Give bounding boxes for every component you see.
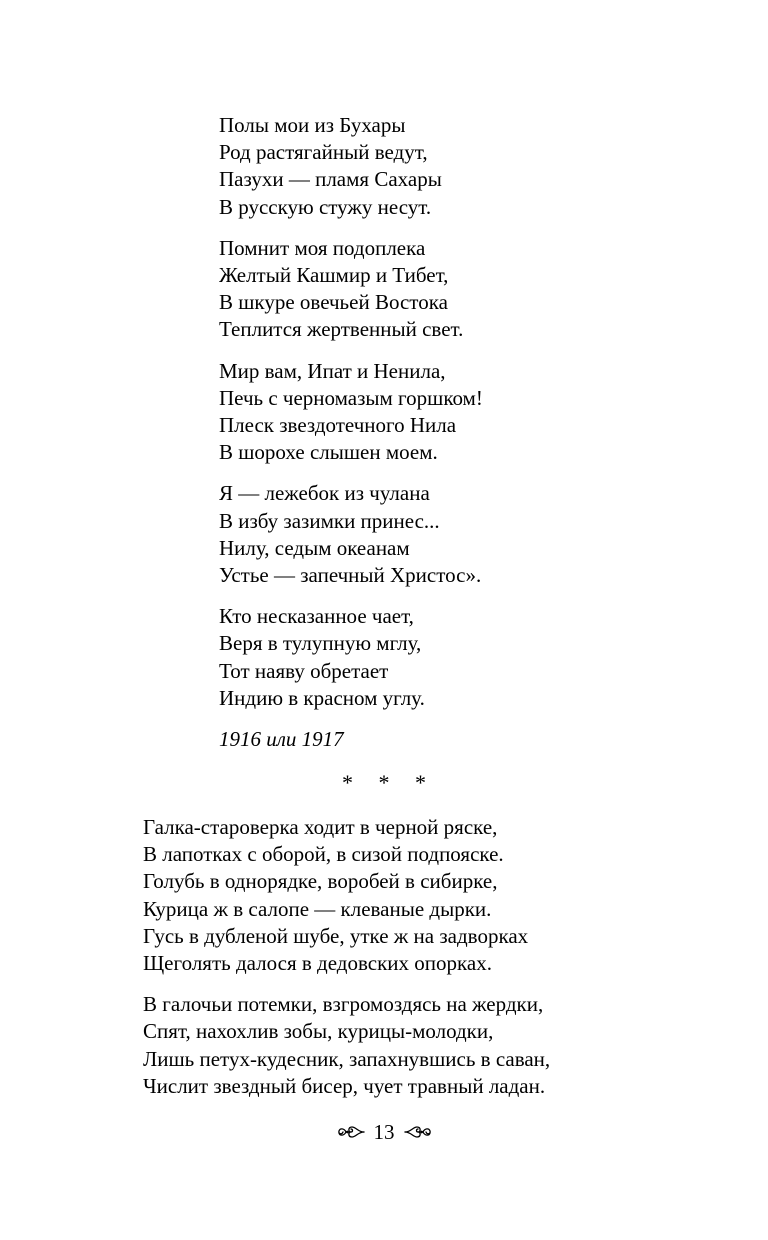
- poem-line: Тот наяву обретает: [219, 658, 389, 683]
- flourish-ornament-icon: [336, 1123, 366, 1141]
- poem-line: Устье — запечный Христос».: [219, 563, 482, 588]
- poem-line: Галка-староверка ходит в черной ряске,: [143, 815, 498, 839]
- poem-line: Индию в красном углу.: [219, 685, 425, 710]
- stanza: [143, 814, 663, 977]
- poem-line: Лишь петух-кудесник, запахнувшись в саван,: [143, 1046, 551, 1071]
- poem-line: В русскую стужу несут.: [219, 194, 432, 219]
- poem-line: Курица ж в салопе — клеваные дырки.: [143, 896, 492, 921]
- poem-line: В шкуре овечьей Востока: [219, 290, 448, 315]
- poem-line: Печь с черномазым горшком!: [219, 385, 483, 410]
- stanza: [143, 991, 663, 1100]
- poem-line: Пазухи — пламя Сахары: [219, 167, 442, 192]
- poem-line: Спят, нахохлив зобы, курицы-молодки,: [143, 1019, 494, 1044]
- poem-line: В шорохе слышен моем.: [219, 440, 438, 465]
- section-separator: * * *: [342, 770, 436, 795]
- flourish-ornament-icon: [403, 1123, 433, 1141]
- stanza: [219, 235, 639, 344]
- poem-1: [219, 112, 639, 753]
- stanza: [219, 603, 639, 712]
- poem-line: Веря в тулупную мглу,: [219, 631, 422, 656]
- poem-date: 1916 или 1917: [219, 727, 344, 752]
- poem-line: В галочьи потемки, взгромоздясь на жердки,: [143, 992, 544, 1017]
- poem-line: Голубь в однорядке, воробей в сибирке,: [143, 869, 498, 894]
- poem-line: Помнит моя подоплека: [219, 235, 426, 260]
- poem-line: Нилу, седым океанам: [219, 535, 410, 560]
- page-number: 13: [373, 1120, 395, 1144]
- poem-line: Теплится жертвенный свет.: [219, 317, 464, 342]
- poem-line: Щеголять далося в дедовских опорках.: [143, 951, 492, 976]
- poem-line: Желтый Кашмир и Тибет,: [219, 263, 449, 288]
- poem-line: Плеск звездотечного Нила: [219, 413, 457, 438]
- poem-line: Я — лежебок из чулана: [219, 481, 430, 506]
- poem-line: Числит звездный бисер, чует травный ладан.: [143, 1073, 546, 1098]
- stanza: [219, 480, 639, 589]
- poem-line: Полы мои из Бухары: [219, 113, 406, 137]
- poem-2: [143, 814, 663, 1114]
- poem-line: В избу зазимки принес...: [219, 508, 440, 533]
- page-footer: [0, 1118, 768, 1146]
- poem-line: В лапотках с оборой, в сизой подпояске.: [143, 842, 504, 867]
- stanza: [219, 358, 639, 467]
- poem-line: Род растягайный ведут,: [219, 140, 428, 165]
- stanza: [219, 112, 639, 221]
- poem-line: Гусь в дубленой шубе, утке ж на задворках: [143, 923, 529, 948]
- poem-line: Кто несказанное чает,: [219, 604, 414, 629]
- poem-line: Мир вам, Ипат и Ненила,: [219, 358, 446, 383]
